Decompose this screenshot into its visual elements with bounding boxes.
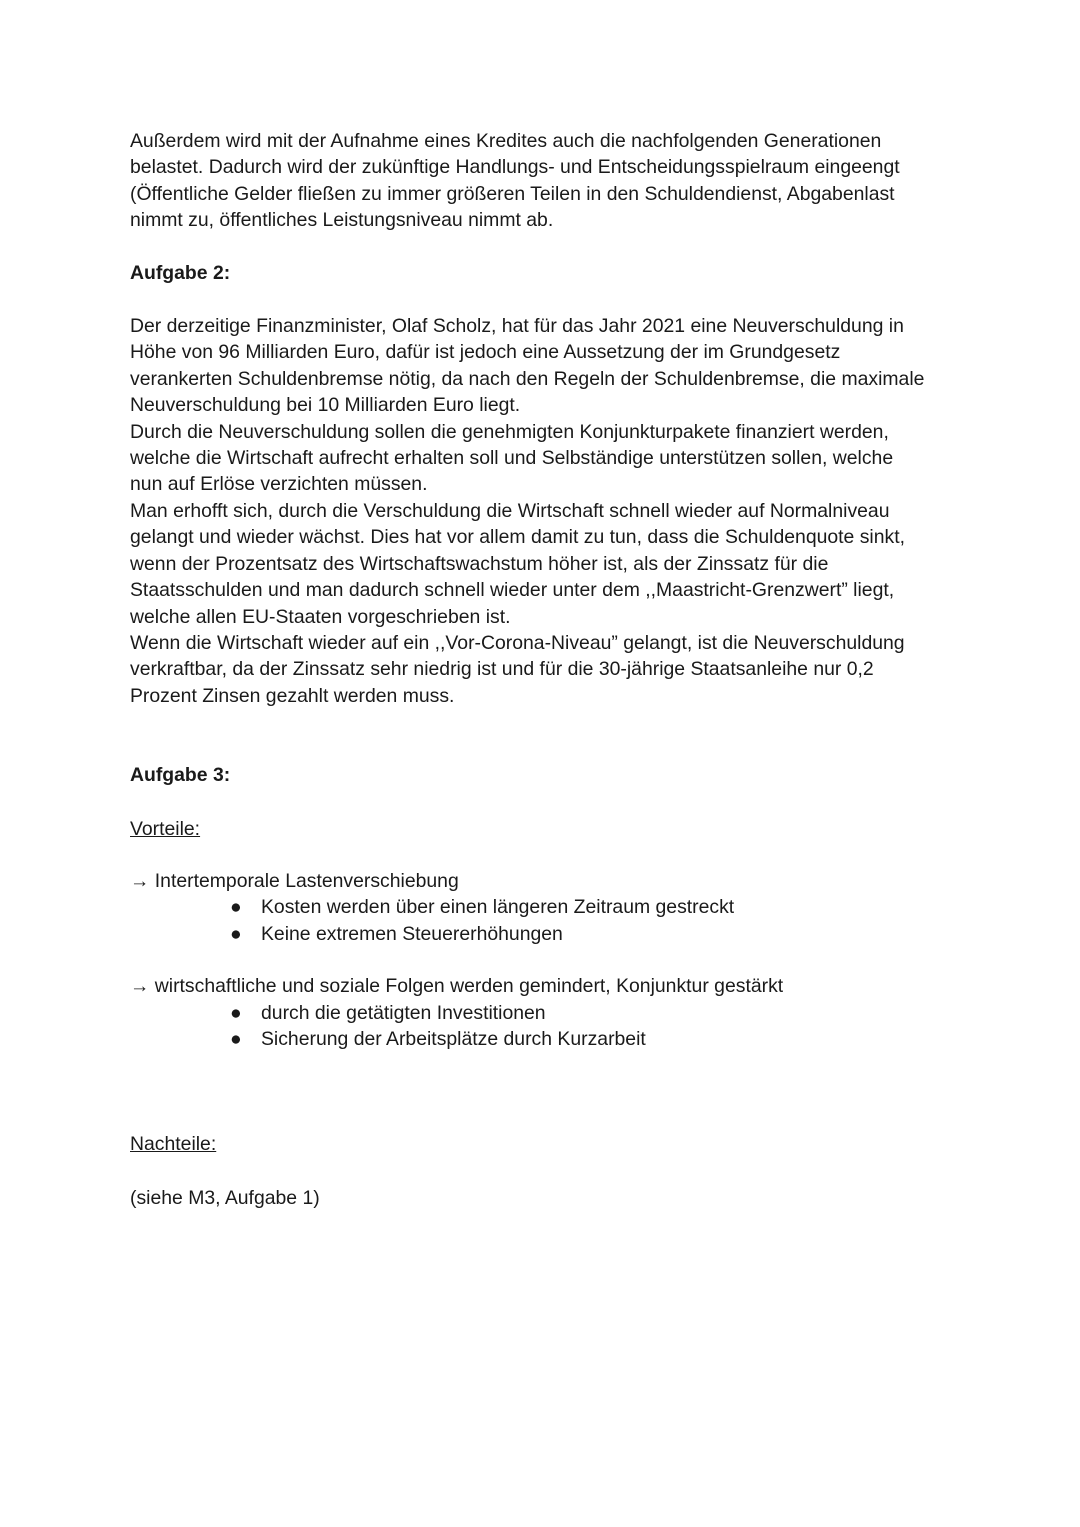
list-item [230, 1000, 960, 1026]
vorteil-point-2-bullets [130, 1000, 960, 1053]
vorteil-point-text: wirtschaftliche und soziale Folgen werden gemindert, Konjunktur gestärkt [154, 975, 784, 998]
task2-paragraph [130, 313, 960, 709]
task3-heading: Aufgabe 3: [130, 764, 231, 787]
vorteil-point-2 [130, 973, 960, 999]
text-line: verkraftbar, da der Zinssatz sehr niedrig ist und für die 30-jährige Staatsanleihe nur 0,2 [130, 658, 874, 681]
list-item-text: durch die getätigten Investitionen [261, 1001, 546, 1024]
nachteile-label: Nachteile: [130, 1133, 217, 1156]
text-line: Neuverschuldung bei 10 Milliarden Euro liegt. [130, 394, 521, 417]
intro-paragraph [130, 128, 960, 234]
arrow-right-icon: → [130, 975, 150, 998]
text-line: belastet. Dadurch wird der zukünftige Handlungs- und Entscheidungsspielraum eingeengt [130, 156, 900, 179]
vorteil-point-1 [130, 868, 960, 894]
list-item [230, 894, 960, 920]
task2-heading: Aufgabe 2: [130, 261, 231, 284]
text-line: Wenn die Wirtschaft wieder auf ein ,,Vor-Corona-Niveau” gelangt, ist die Neuverschuldung [130, 631, 905, 654]
text-line: verankerten Schuldenbremse nötig, da nach den Regeln der Schuldenbremse, die maximale [130, 367, 925, 390]
list-item-text: Sicherung der Arbeitsplätze durch Kurzarbeit [261, 1027, 646, 1050]
vorteil-point-1-bullets [130, 894, 960, 947]
text-line: nun auf Erlöse verzichten müssen. [130, 473, 428, 496]
text-line: Außerdem wird mit der Aufnahme eines Kredites auch die nachfolgenden Generationen [130, 130, 882, 152]
text-line: Der derzeitige Finanzminister, Olaf Scholz, hat für das Jahr 2021 eine Neuverschuldung in [130, 315, 904, 338]
list-item-text: Keine extremen Steuererhöhungen [261, 922, 563, 945]
bullet-icon: ● [230, 922, 242, 945]
vorteil-point-text: Intertemporale Lastenverschiebung [154, 869, 459, 892]
text-line: wenn der Prozentsatz des Wirtschaftswachstum höher ist, als der Zinssatz für die [130, 552, 829, 575]
vorteile-label: Vorteile: [130, 817, 201, 840]
bullet-icon: ● [230, 1001, 242, 1024]
list-item [230, 1026, 960, 1052]
arrow-right-icon: → [130, 869, 150, 892]
text-line: gelangt und wieder wächst. Dies hat vor allem damit zu tun, dass die Schuldenquote sinkt, [130, 526, 905, 549]
text-line: Staatsschulden und man dadurch schnell wieder unter dem ,,Maastricht-Grenzwert” liegt, [130, 579, 895, 602]
text-line: Höhe von 96 Milliarden Euro, dafür ist jedoch eine Aussetzung der im Grundgesetz [130, 341, 841, 364]
text-line: Man erhofft sich, durch die Verschuldung die Wirtschaft schnell wieder auf Normalniveau [130, 499, 890, 522]
text-line: welche allen EU-Staaten vorgeschrieben ist. [130, 605, 511, 628]
text-line: welche die Wirtschaft aufrecht erhalten soll und Selbständige unterstützen sollen, welche [130, 447, 894, 470]
text-line: nimmt zu, öffentliches Leistungsniveau nimmt ab. [130, 209, 554, 232]
text-line: Durch die Neuverschuldung sollen die genehmigten Konjunkturpakete finanziert werden, [130, 420, 889, 443]
bullet-icon: ● [230, 1027, 242, 1050]
text-line: (Öffentliche Gelder fließen zu immer größeren Teilen in den Schuldendienst, Abgabenlast [130, 182, 895, 205]
list-item-text: Kosten werden über einen längeren Zeitraum gestreckt [261, 896, 735, 919]
text-line: Prozent Zinsen gezahlt werden muss. [130, 684, 455, 707]
bullet-icon: ● [230, 896, 242, 919]
list-item [230, 921, 960, 947]
document-page [130, 128, 960, 1211]
nachteile-text: (siehe M3, Aufgabe 1) [130, 1186, 320, 1209]
